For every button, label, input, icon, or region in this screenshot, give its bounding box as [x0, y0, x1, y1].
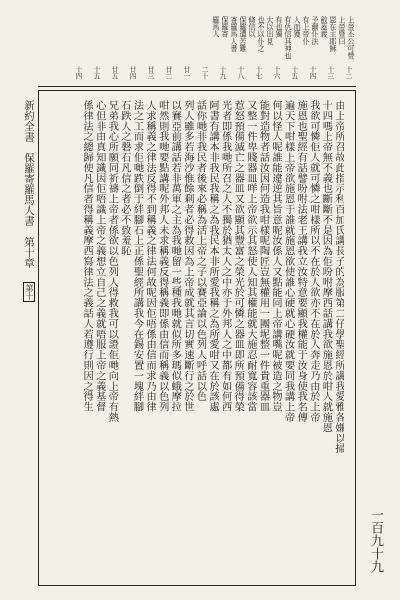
verse-marker: 二十: [200, 66, 208, 80]
gloss-line: 上帝丕公可赞: [347, 16, 356, 60]
text-line: 又整一件卑賤器皿咩上帝欲示其怒使人知其權能就大施忍耐寬容該當: [244, 100, 256, 412]
text-line: 能對造物者話汝因何造我咁樣呢陶匠豈無權用一團坭整一件貴重器皿: [257, 100, 269, 412]
gloss-line: 有上帝仆: [302, 16, 311, 45]
text-line: 心但非由真知識因佢唔識上帝之義想立自己之義就唔服上帝之義基督: [93, 100, 105, 412]
text-line: 人求稱義之律法反得不到稱義之律法何故呢因佢唔係由信而求乃由律: [144, 100, 156, 412]
text-line: 咁然則我哋要點講呢外邦人未求稱義反得稱義即係由信而稱義以色列: [156, 100, 168, 412]
verse-marker: 十八: [236, 66, 244, 80]
chapter-seal: 第十: [25, 284, 34, 300]
page-number: 一百九十九: [368, 508, 383, 573]
gloss-line: 保羅寄: [221, 16, 230, 38]
gloss-line: 羅馬人: [212, 16, 221, 38]
gloss-line: 上帝暨曰: [338, 16, 347, 45]
text-line: 何以怪人呢誰能違逆其旨意呢汝係人又點能同上帝講嘴呢被造之物豈: [270, 100, 282, 412]
verse-marker: 十四: [74, 66, 82, 80]
verse-marker: 十七: [254, 66, 262, 80]
gloss-line: 斂蓋義: [320, 16, 329, 38]
verse-marker: 廿四: [128, 66, 136, 80]
gloss-line: 有仇信其神也: [284, 16, 293, 60]
verse-marker: 廿五: [110, 66, 118, 80]
text-line: 由上帝所召故此指示利百加氏講長子的為服第二仔學聖經所講我愛雅各嫌以掃: [333, 100, 344, 454]
scripture-page: [8, 8, 392, 592]
verse-marker: 十九: [218, 66, 226, 80]
gloss-line: 寄羅馬人書: [230, 16, 239, 52]
running-title-text: 新約全書 保羅寄羅馬人書 第十章: [23, 100, 35, 268]
verse-marker: 廿二: [164, 66, 172, 80]
text-line: 列人雖多若海沙惟餘剩者必得救因為上帝成就其言切實速斷行之於世: [181, 100, 193, 412]
text-line: 遍天下咁樣上帝欲施恩于誰就施恩欲使誰心硬就心硬汝就要同我講上帝: [282, 100, 294, 423]
gloss-line: 保羅遭苦難: [239, 16, 248, 52]
verse-marker: 十五: [290, 66, 298, 80]
verse-marker: 廿一: [182, 66, 190, 80]
verse-marker: 廿三: [146, 66, 154, 80]
verse-marker: 十五: [92, 66, 100, 80]
text-line: 兄弟我心所願同祈禱上帝者係欲以色列人得救我可以證佢哋向上帝有熱: [106, 100, 118, 423]
verse-marker: 十四: [308, 66, 316, 80]
gloss-line: 予爾仆法: [311, 16, 320, 45]
verse-marker: 十三: [326, 66, 334, 80]
text-line: 阿書有講本非我民我稱之為我民本非所愛我稱之為所愛咁又在於該處: [207, 100, 219, 412]
text-line: 光者即係我哋所召之人不獨於猶太人之中亦于外邦人之中都有如何西: [219, 100, 231, 412]
text-line: 係律法之總歸使凡信者得稱義摩西寫律法之義話人若遵行則因之得生: [81, 100, 93, 412]
text-line: 施恩也聖經有話譬吩咐法老王講我立汝特意要顯我權能于汝身使我名傳: [295, 100, 307, 423]
gloss-line: 條信以: [248, 16, 257, 38]
gloss-line: 人而獲: [293, 16, 302, 38]
gloss-line: 恩在主耶穌: [329, 16, 338, 52]
text-line: 法之工而求佢哋跌倒于絆腳石上正係聖經所講我今在錫安置一塊絆腳: [131, 100, 143, 412]
text-line: 石跌人之磐石凡信之者必不致羞恥: [118, 100, 130, 256]
running-title: [16, 100, 36, 578]
text-line: 惹怒預備滅亡之器皿又欲顯其豐富之榮光於可憐之器皿即所預備得榮: [232, 100, 244, 412]
main-text-columns: [50, 100, 344, 578]
text-line: 我欲可憐佢人就可憐之咁樣所以不在於人欲亦不在於人奔走乃由於上帝: [307, 100, 319, 423]
verse-marker: 十二: [344, 66, 352, 80]
verse-marker: 十六: [272, 66, 280, 80]
gloss-line: 有也獨: [275, 16, 284, 38]
text-line: 以賽亞前講話若非萬軍之主為我哋留一些種我哋就似所多瑪似蛾摩拉: [169, 100, 181, 412]
text-line: 話你哋非我民者後來必稱為活上帝之子以賽亞論以色列人呼話以色: [194, 100, 206, 402]
text-line: 十四嗎上帝無不義也斷斷不是因為佢吩咐摩西話講我欲施恩於咁人就施恩: [320, 100, 332, 433]
gloss-line: 也不以仆之: [257, 16, 266, 52]
gloss-line: 大以出見: [266, 16, 275, 45]
